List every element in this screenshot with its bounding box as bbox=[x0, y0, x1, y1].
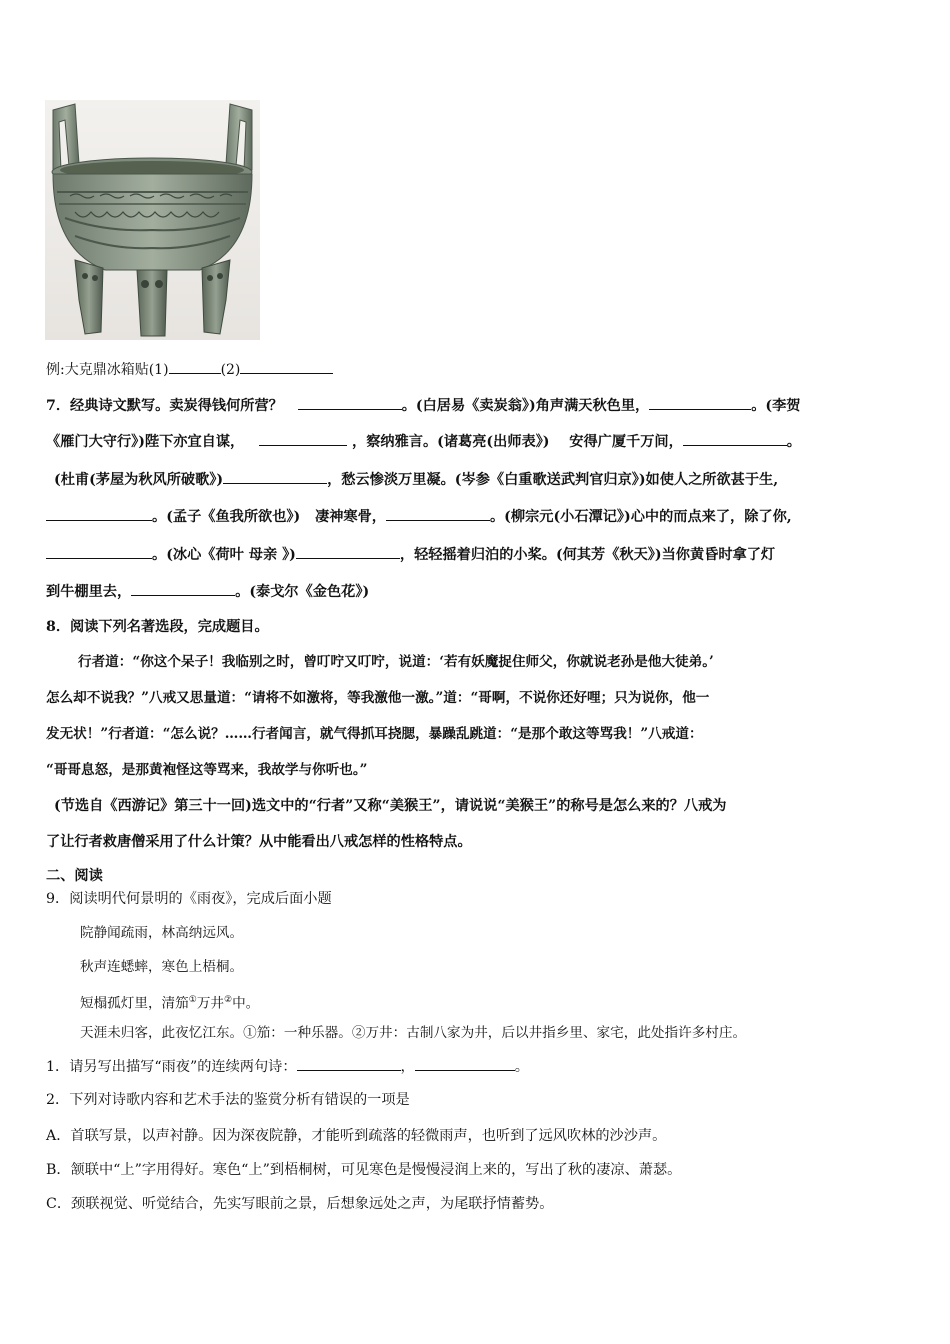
q7-text: 。(孟子《鱼我所欲也》) bbox=[152, 509, 301, 525]
example-line bbox=[46, 359, 910, 380]
q7-text: 7．经典诗文默写。卖炭得钱何所营？ bbox=[46, 398, 283, 414]
option-c: C．颈联视觉、听觉结合，先实写眼前之景，后想象远处之声，为尾联抒情蓄势。 bbox=[46, 1196, 554, 1212]
q8-passage-line-2: 怎么却不说我？”八戒又思量道：“请将不如激将，等我激他一激。”道：“哥啊，不说你还好哩；只为说你，他一 bbox=[46, 690, 710, 706]
q7-text: 。(柳宗元(小石潭记》)心中的而点来了，除了你, bbox=[489, 509, 792, 525]
sub-question-text: 。 bbox=[514, 1059, 529, 1075]
q8-passage-line-1: 行者道：“你这个呆子！我临别之时，曾叮咛又叮咛，说道：‘若有妖魔捉住师父，你就说老孙是他大徒弟。’ bbox=[78, 654, 714, 670]
q7-line-6 bbox=[46, 581, 910, 602]
q7-text: ，轻轻摇着归泊的小桨。(何其芳《秋天》)当你黄昏时拿了灯 bbox=[399, 547, 776, 563]
poem-text: 短榻孤灯里，清笳 bbox=[80, 995, 189, 1012]
q7-text: 。(泰戈尔《金色花》) bbox=[235, 584, 370, 600]
q8-passage-line-4: “哥哥息怒，是那黄袍怪这等骂来，我故学与你听也。” bbox=[46, 762, 368, 778]
footnote-mark: ② bbox=[224, 995, 233, 1005]
blank bbox=[46, 506, 152, 521]
blank bbox=[683, 431, 787, 446]
section-title: 二、阅读 bbox=[46, 868, 103, 884]
q7-line-5 bbox=[46, 544, 910, 565]
blank bbox=[223, 469, 327, 484]
q7-line-2 bbox=[46, 431, 910, 452]
poem-line-4-notes: 天涯未归客，此夜忆江东。①笳：一种乐器。②万井：古制八家为井，后以井指乡里、家宅，此处指许多村庄。 bbox=[80, 1025, 747, 1041]
blank bbox=[649, 395, 751, 410]
q8-passage-line-3: 发无状！”行者道：“怎么说？……行者闻言，就气得抓耳挠腮，暴躁乱跳道：“是那个敢这等骂我！”八戒道： bbox=[46, 726, 703, 742]
q9-sub1 bbox=[46, 1056, 910, 1077]
poem-text: 中。 bbox=[232, 995, 260, 1012]
q7-text: (杜甫(茅屋为秋风所破歌》) bbox=[54, 472, 224, 488]
poem-line-2: 秋声连蟋蟀，寒色上梧桐。 bbox=[80, 959, 244, 975]
option-b: B．颔联中“上”字用得好。寒色“上”到梧桐树，可见寒色是慢慢浸润上来的，写出了秋的凄凉、萧瑟。 bbox=[46, 1162, 682, 1178]
blank bbox=[415, 1056, 515, 1071]
q9-sub2: 2．下列对诗歌内容和艺术手法的鉴赏分析有错误的一项是 bbox=[46, 1092, 410, 1108]
q7-text: 。(白居易《卖炭翁》)角声满天秋色里， bbox=[401, 398, 650, 414]
blank bbox=[240, 359, 333, 374]
q9-title: 9．阅读明代何景明的《雨夜》，完成后面小题 bbox=[46, 891, 332, 907]
q7-text: 。(李贺 bbox=[751, 398, 801, 414]
q7-text: 凄神寒骨， bbox=[315, 509, 386, 525]
blank bbox=[131, 581, 235, 596]
q7-text: 。 bbox=[786, 434, 801, 450]
q7-text: ，察纳雅言。(诸葛亮(出师表》) bbox=[352, 434, 550, 450]
q7-text: ，愁云惨淡万里凝。(岑参《白重歌送武判官归京》)如使人之所欲甚于生, bbox=[327, 472, 779, 488]
blank bbox=[296, 544, 400, 559]
sub-question-text: 1．请另写出描写“雨夜”的连续两句诗： bbox=[46, 1059, 297, 1075]
example-text: 例:大克鼎冰箱贴(1) bbox=[46, 362, 169, 378]
q7-text: 到牛棚里去， bbox=[46, 584, 132, 600]
q7-line-4 bbox=[46, 506, 910, 527]
option-a: A．首联写景，以声衬静。因为深夜院静，才能听到疏落的轻微雨声，也听到了远风吹林的沙沙声。 bbox=[46, 1128, 667, 1144]
bronze-ding-vessel-icon bbox=[45, 100, 260, 340]
q7-line-3 bbox=[54, 469, 910, 490]
blank bbox=[298, 395, 402, 410]
footnote-mark: ① bbox=[188, 995, 197, 1005]
q7-text: 《雁门大守行》)陛下亦宜自谋， bbox=[46, 434, 245, 450]
q8-question-line-2: 了让行者救唐僧采用了什么计策？从中能看出八戒怎样的性格特点。 bbox=[46, 834, 472, 850]
poem-line-1: 院静闻疏雨，林高纳远风。 bbox=[80, 925, 244, 941]
sub-question-text: ， bbox=[400, 1059, 415, 1075]
example-mid: (2) bbox=[220, 362, 241, 378]
q7-text: 安得广厦千万间， bbox=[569, 434, 683, 450]
blank bbox=[169, 359, 221, 374]
blank bbox=[46, 544, 152, 559]
blank bbox=[386, 506, 490, 521]
blank bbox=[259, 431, 347, 446]
q7-text: 。(冰心《荷叶 母亲 》) bbox=[152, 547, 296, 563]
q7-line-1 bbox=[46, 395, 910, 416]
q8-question-line-1: (节选自《西游记》第三十一回)选文中的“行者”又称“美猴王”，请说说“美猴王”的称号是怎么来的？八戒为 bbox=[54, 798, 727, 814]
poem-text: 万井 bbox=[196, 995, 225, 1012]
q8-title: 8．阅读下列名著选段，完成题目。 bbox=[46, 619, 269, 635]
ding-vessel-image bbox=[45, 100, 260, 340]
blank bbox=[297, 1056, 401, 1071]
poem-line-3 bbox=[80, 990, 910, 1014]
